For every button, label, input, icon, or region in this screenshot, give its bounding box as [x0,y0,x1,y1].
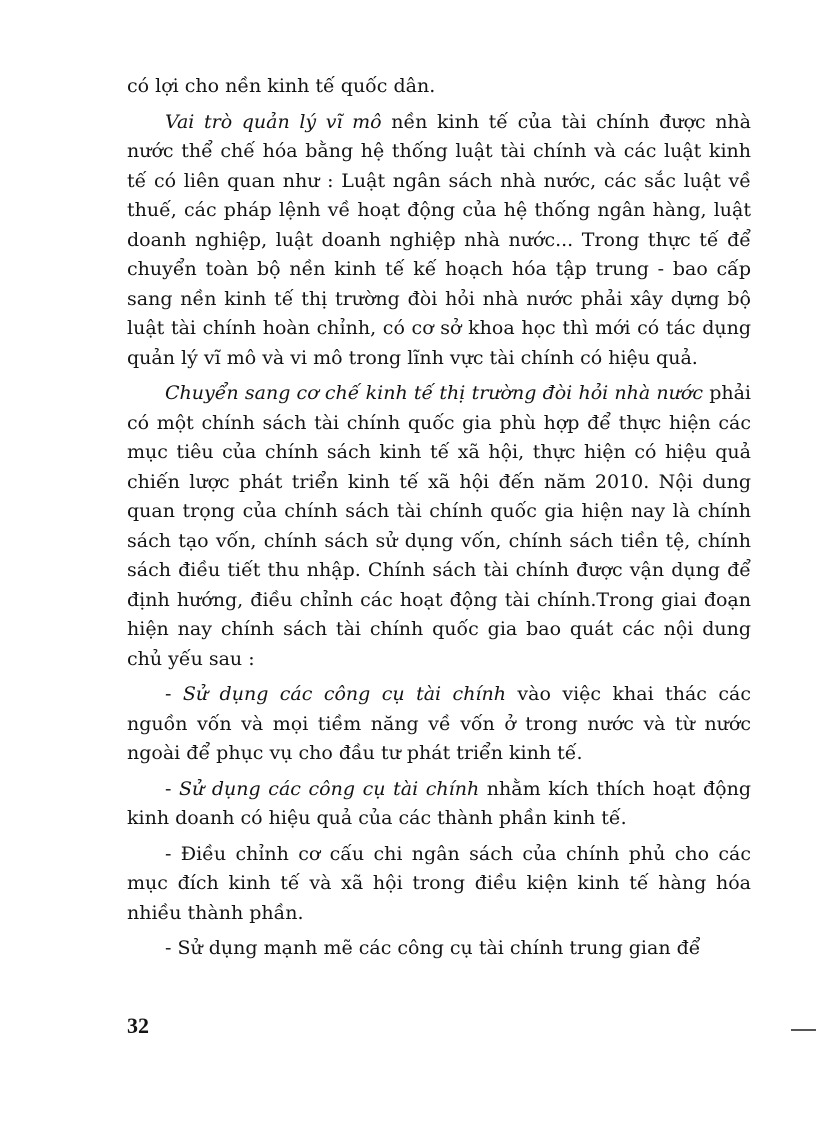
text-segment: - Sử dụng mạnh mẽ các công cụ tài chính trung gian để [165,937,701,959]
text-segment: vào việc khai thác các nguồn vốn và mọi tiềm năng về vốn ở trong nước và từ nước ngoài để phục vụ cho đầu tư phát triển kinh tế. [127,683,751,764]
scan-edge-mark [791,1029,816,1031]
paragraph-macro-role [127,108,751,374]
italic-segment: Sử dụng các công cụ tài chính [179,777,480,800]
text-segment: nền kinh tế của tài chính được nhà nước thể chế hóa bằng hệ thống luật tài chính và các luật kinh tế có liên quan như : Luật ngân sách nhà nước, các sắc luật về thuế, các pháp lệnh về hoạt động của hệ thống ngân hàng, luật doanh nghiệp, luật doanh nghiệp nhà nước... Trong thực tế để chuyển toàn bộ nền kinh tế kế hoạch hóa tập trung - bao cấp sang nền kinh tế thị trường đòi hỏi nhà nước phải xây dựng bộ luật tài chính hoàn chỉnh, có cơ sở khoa học thì mới có tác dụng quản lý vĩ mô và vi mô trong lĩnh vực tài chính có hiệu quả. [127,110,751,369]
italic-segment: Chuyển sang cơ chế kinh tế thị trường đòi hỏi nhà nước [165,382,703,404]
bullet-dash: - [165,683,183,705]
text-segment: - Điều chỉnh cơ cấu chi ngân sách của chính phủ cho các mục đích kinh tế và xã hội trong điều kiện kinh tế hàng hóa nhiều thành phần. [127,842,751,924]
page-number: 32 [127,1013,149,1038]
bullet-stimulate-business [127,775,751,834]
italic-segment: Sử dụng các công cụ tài chính [182,683,506,705]
text-segment: phải có một chính sách tài chính quốc gia phù hợp để thực hiện các mục tiêu của chính sách kinh tế xã hội, thực hiện có hiệu quả chiến lược phát triển kinh tế xã hội đến năm 2010. Nội dung quan trọng của chính sách tài chính quốc gia hiện nay là chính sách tạo vốn, chính sách sử dụng vốn, chính sách tiền tệ, chính sách điều tiết thu nhập. Chính sách tài chính được vận dụng để định hướng, điều chỉnh các hoạt động tài chính.Trong giai đoạn hiện nay chính sách tài chính quốc gia bao quát các nội dung chủ yếu sau : [127,382,751,670]
page-body [127,72,751,970]
bullet-intermediate-tools [127,934,751,964]
bullet-dash: - [165,777,180,800]
text-segment: nhằm kích thích hoạt động kinh doanh có hiệu quả của các thành phần kinh tế. [127,777,751,829]
text-segment: có lợi cho nền kinh tế quốc dân. [127,75,436,97]
paragraph-continuation [127,72,751,102]
bullet-budget-structure [127,840,751,929]
bullet-capital-sources [127,680,751,769]
paragraph-market-mechanism [127,379,751,674]
italic-segment: Vai trò quản lý vĩ mô [165,110,382,133]
